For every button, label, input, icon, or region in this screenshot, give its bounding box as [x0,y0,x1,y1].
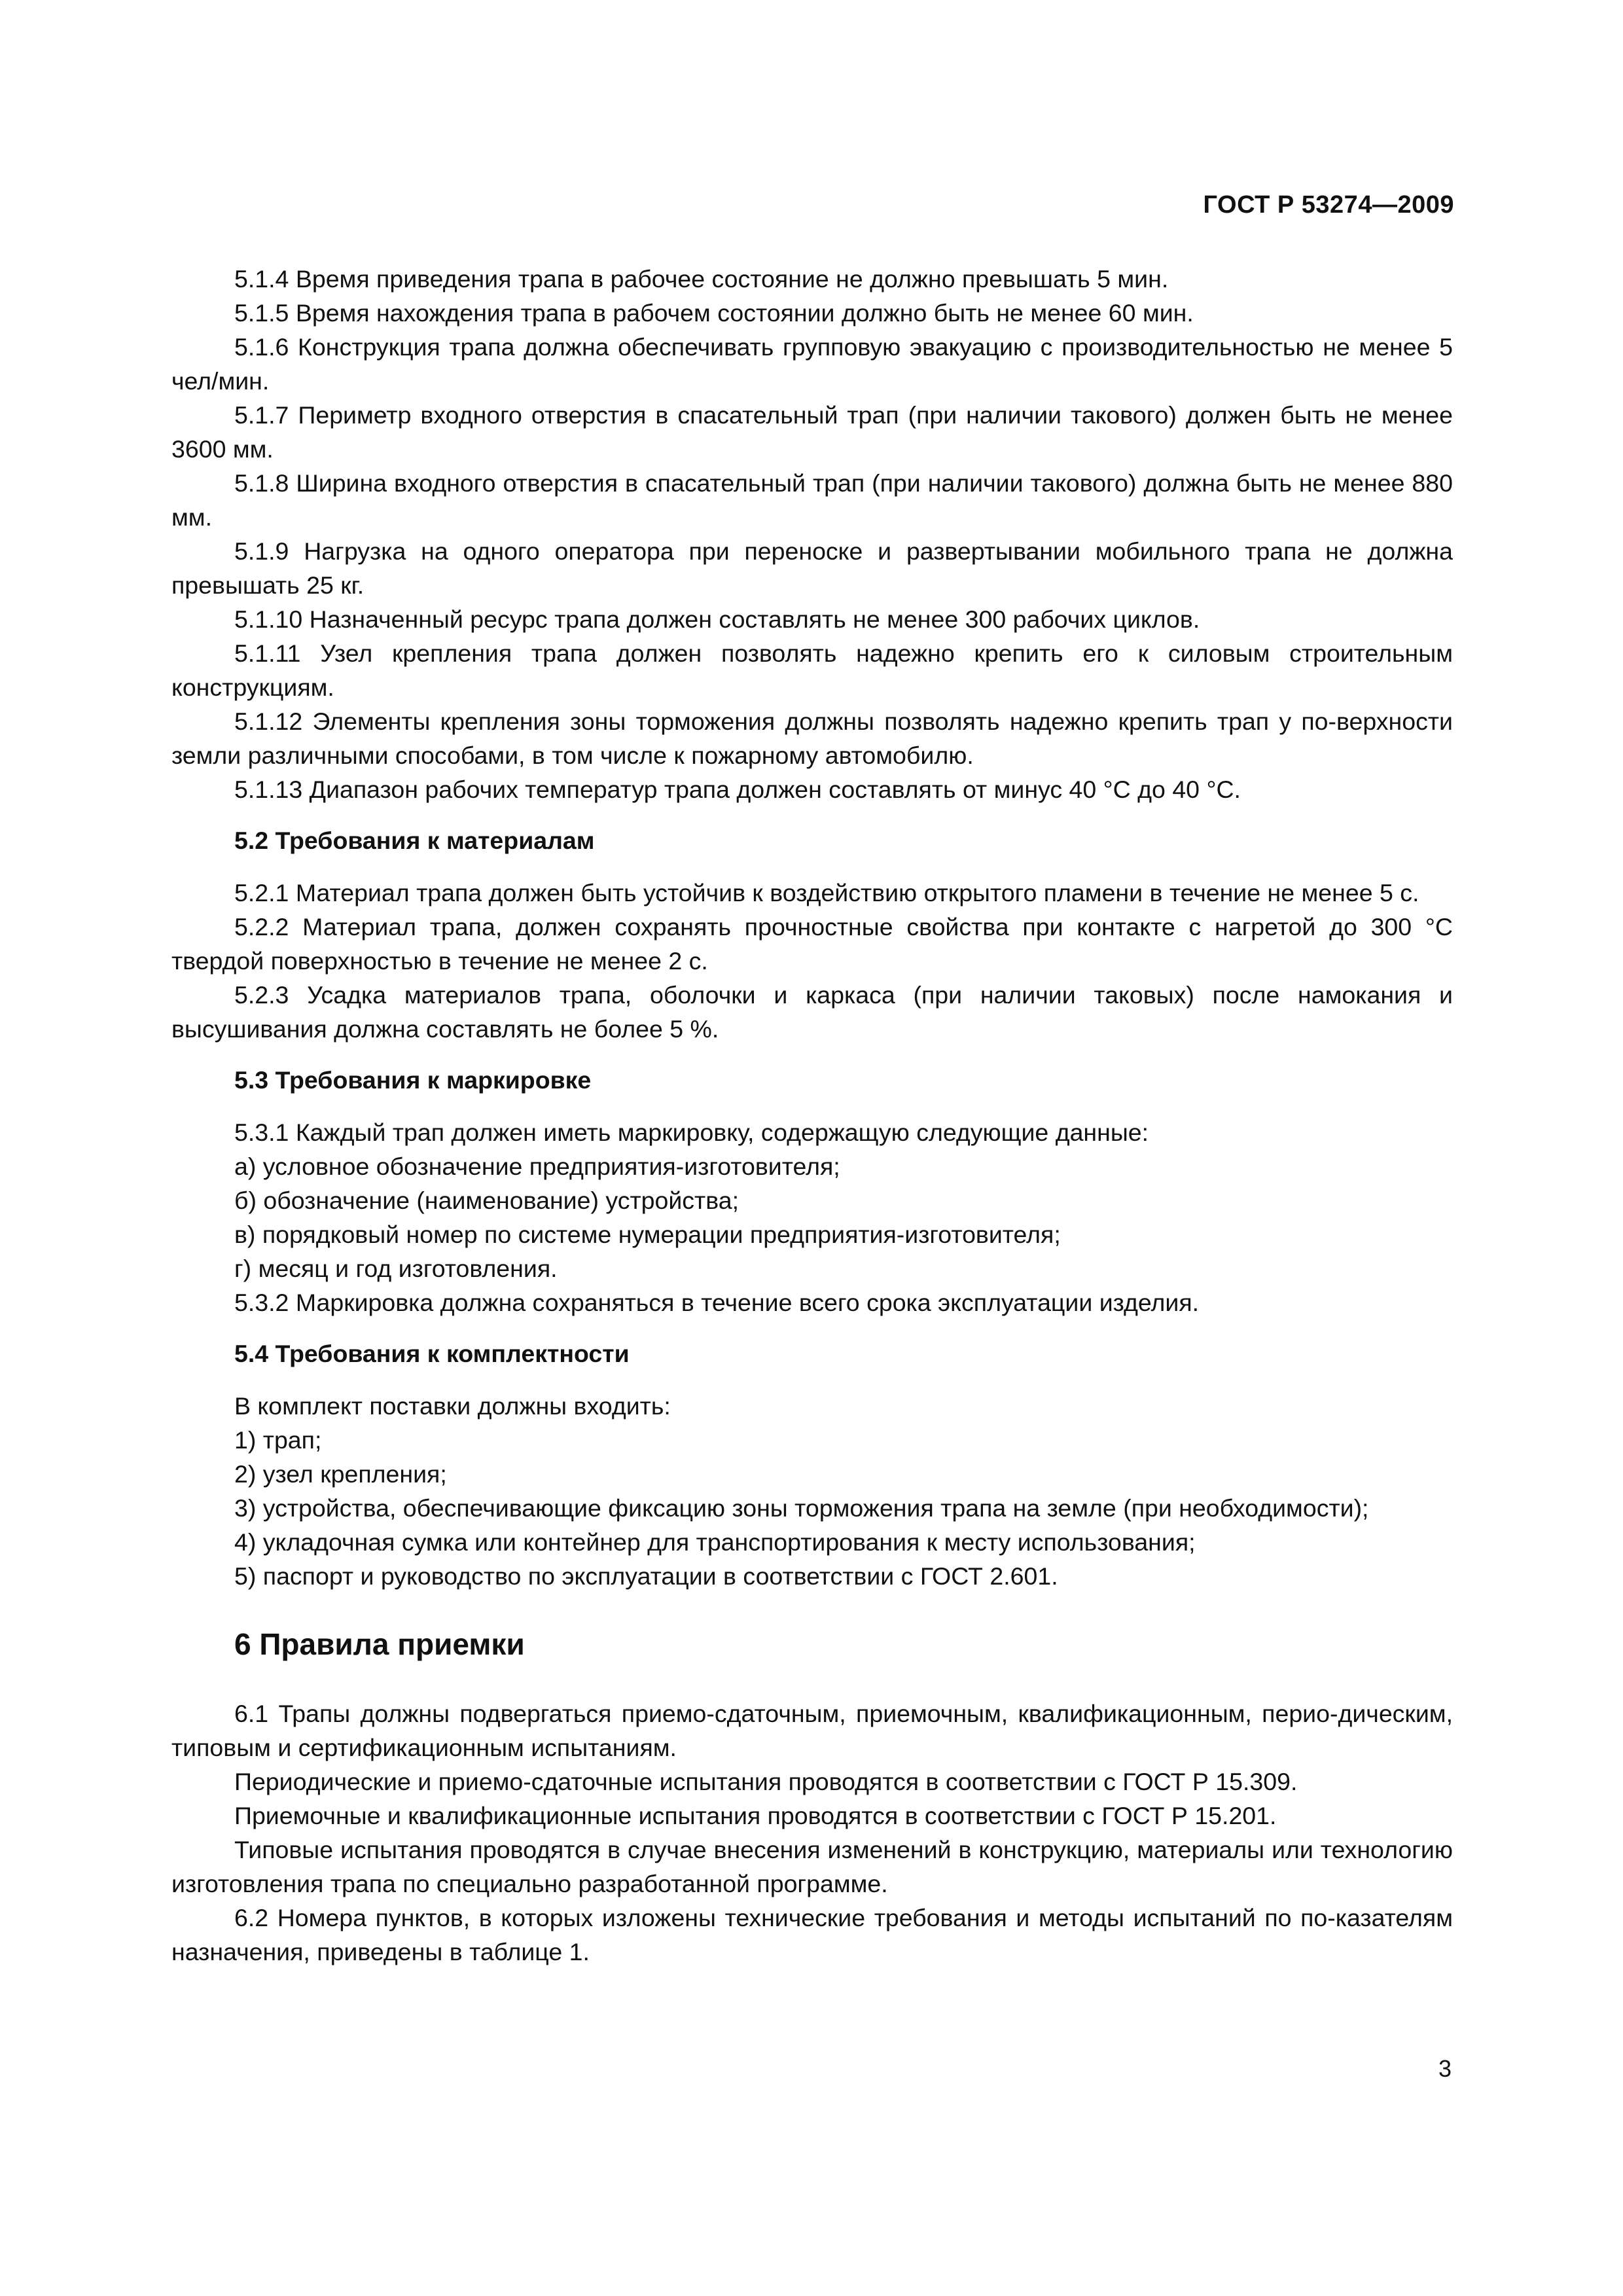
list-item: 1) трап; [234,1426,322,1454]
periodic-tests-paragraph: Периодические и приемо-сдаточные испытания проводятся в соответствии с ГОСТ Р 15.309. [234,1768,1298,1795]
page-number: 3 [1438,2055,1452,2082]
list-item: 2) узел крепления; [234,1460,447,1488]
clause-5-1-12: 5.1.12 Элементы крепления зоны торможения должны позволять надежно крепить трап у по-верхности земли различными способами, в том числе к пожарному автомобилю. [171,708,1453,769]
clause-6-2: 6.2 Номера пунктов, в которых изложены технические требования и методы испытаний по по-казателям назначения, приведены в таблице 1. [171,1904,1453,1965]
list-item: г) месяц и год изготовления. [234,1255,558,1282]
completeness-intro: В комплект поставки должны входить: [234,1392,671,1420]
heading-5-3: 5.3 Требования к маркировке [234,1066,592,1094]
list-item: б) обозначение (наименование) устройства; [234,1187,740,1214]
clause-5-1-4: 5.1.4 Время приведения трапа в рабочее состояние не должно превышать 5 мин. [234,265,1169,293]
section-6-title: 6 Правила приемки [234,1627,525,1661]
list-item: 3) устройства, обеспечивающие фиксацию зоны торможения трапа на земле (при необходимости); [234,1494,1369,1522]
clause-5-3-1: 5.3.1 Каждый трап должен иметь маркировку, содержащую следующие данные: [234,1119,1149,1146]
clause-5-2-3: 5.2.3 Усадка материалов трапа, оболочки и каркаса (при наличии таковых) после намокания и высушивания должна составлять не более 5 %. [171,981,1453,1043]
document-body [171,262,1453,1969]
clause-6-1: 6.1 Трапы должны подвергаться приемо-сдаточным, приемочным, квалификационным, перио-дическим, типовым и сертификационным испытаниям. [171,1700,1453,1761]
list-item: а) условное обозначение предприятия-изготовителя; [234,1153,840,1180]
heading-5-2: 5.2 Требования к материалам [234,827,595,854]
clause-5-3-2: 5.3.2 Маркировка должна сохраняться в течение всего срока эксплуатации изделия. [234,1289,1200,1316]
clause-5-1-7: 5.1.7 Периметр входного отверстия в спасательный трап (при наличии такового) должен быть не менее 3600 мм. [171,401,1453,463]
clause-5-1-10: 5.1.10 Назначенный ресурс трапа должен составлять не менее 300 рабочих циклов. [234,605,1200,633]
clause-5-2-2: 5.2.2 Материал трапа, должен сохранять прочностные свойства при контакте с нагретой до 300 °С твердой поверхностью в течение не менее 2 с. [171,913,1453,975]
clause-5-1-13: 5.1.13 Диапазон рабочих температур трапа должен составлять от минус 40 °С до 40 °С. [234,776,1241,803]
list-item: в) порядковый номер по системе нумерации предприятия-изготовителя; [234,1221,1061,1248]
list-item: 5) паспорт и руководство по эксплуатации в соответствии с ГОСТ 2.601. [234,1562,1058,1590]
clause-5-1-5: 5.1.5 Время нахождения трапа в рабочем состоянии должно быть не менее 60 мин. [234,299,1194,327]
clause-5-1-6: 5.1.6 Конструкция трапа должна обеспечивать групповую эвакуацию с производительностью не менее 5 чел/мин. [171,333,1453,395]
clause-5-1-11: 5.1.11 Узел крепления трапа должен позволять надежно крепить его к силовым строительным конструкциям. [171,639,1453,701]
clause-5-2-1: 5.2.1 Материал трапа должен быть устойчив к воздействию открытого пламени в течение не менее 5 с. [234,879,1419,906]
list-item: 4) укладочная сумка или контейнер для транспортирования к месту использования; [234,1528,1196,1556]
type-tests-paragraph: Типовые испытания проводятся в случае внесения изменений в конструкцию, материалы или технологию изготовления трапа по специально разработанной программе. [171,1836,1453,1897]
clause-5-1-9: 5.1.9 Нагрузка на одного оператора при переноске и развертывании мобильного трапа не должна превышать 25 кг. [171,537,1453,599]
acceptance-tests-paragraph: Приемочные и квалификационные испытания проводятся в соответствии с ГОСТ Р 15.201. [234,1802,1277,1829]
document-code-header: ГОСТ Р 53274—2009 [1203,191,1454,219]
heading-5-4: 5.4 Требования к комплектности [234,1340,630,1367]
clause-5-1-8: 5.1.8 Ширина входного отверстия в спасательный трап (при наличии такового) должна быть не менее 880 мм. [171,469,1453,531]
